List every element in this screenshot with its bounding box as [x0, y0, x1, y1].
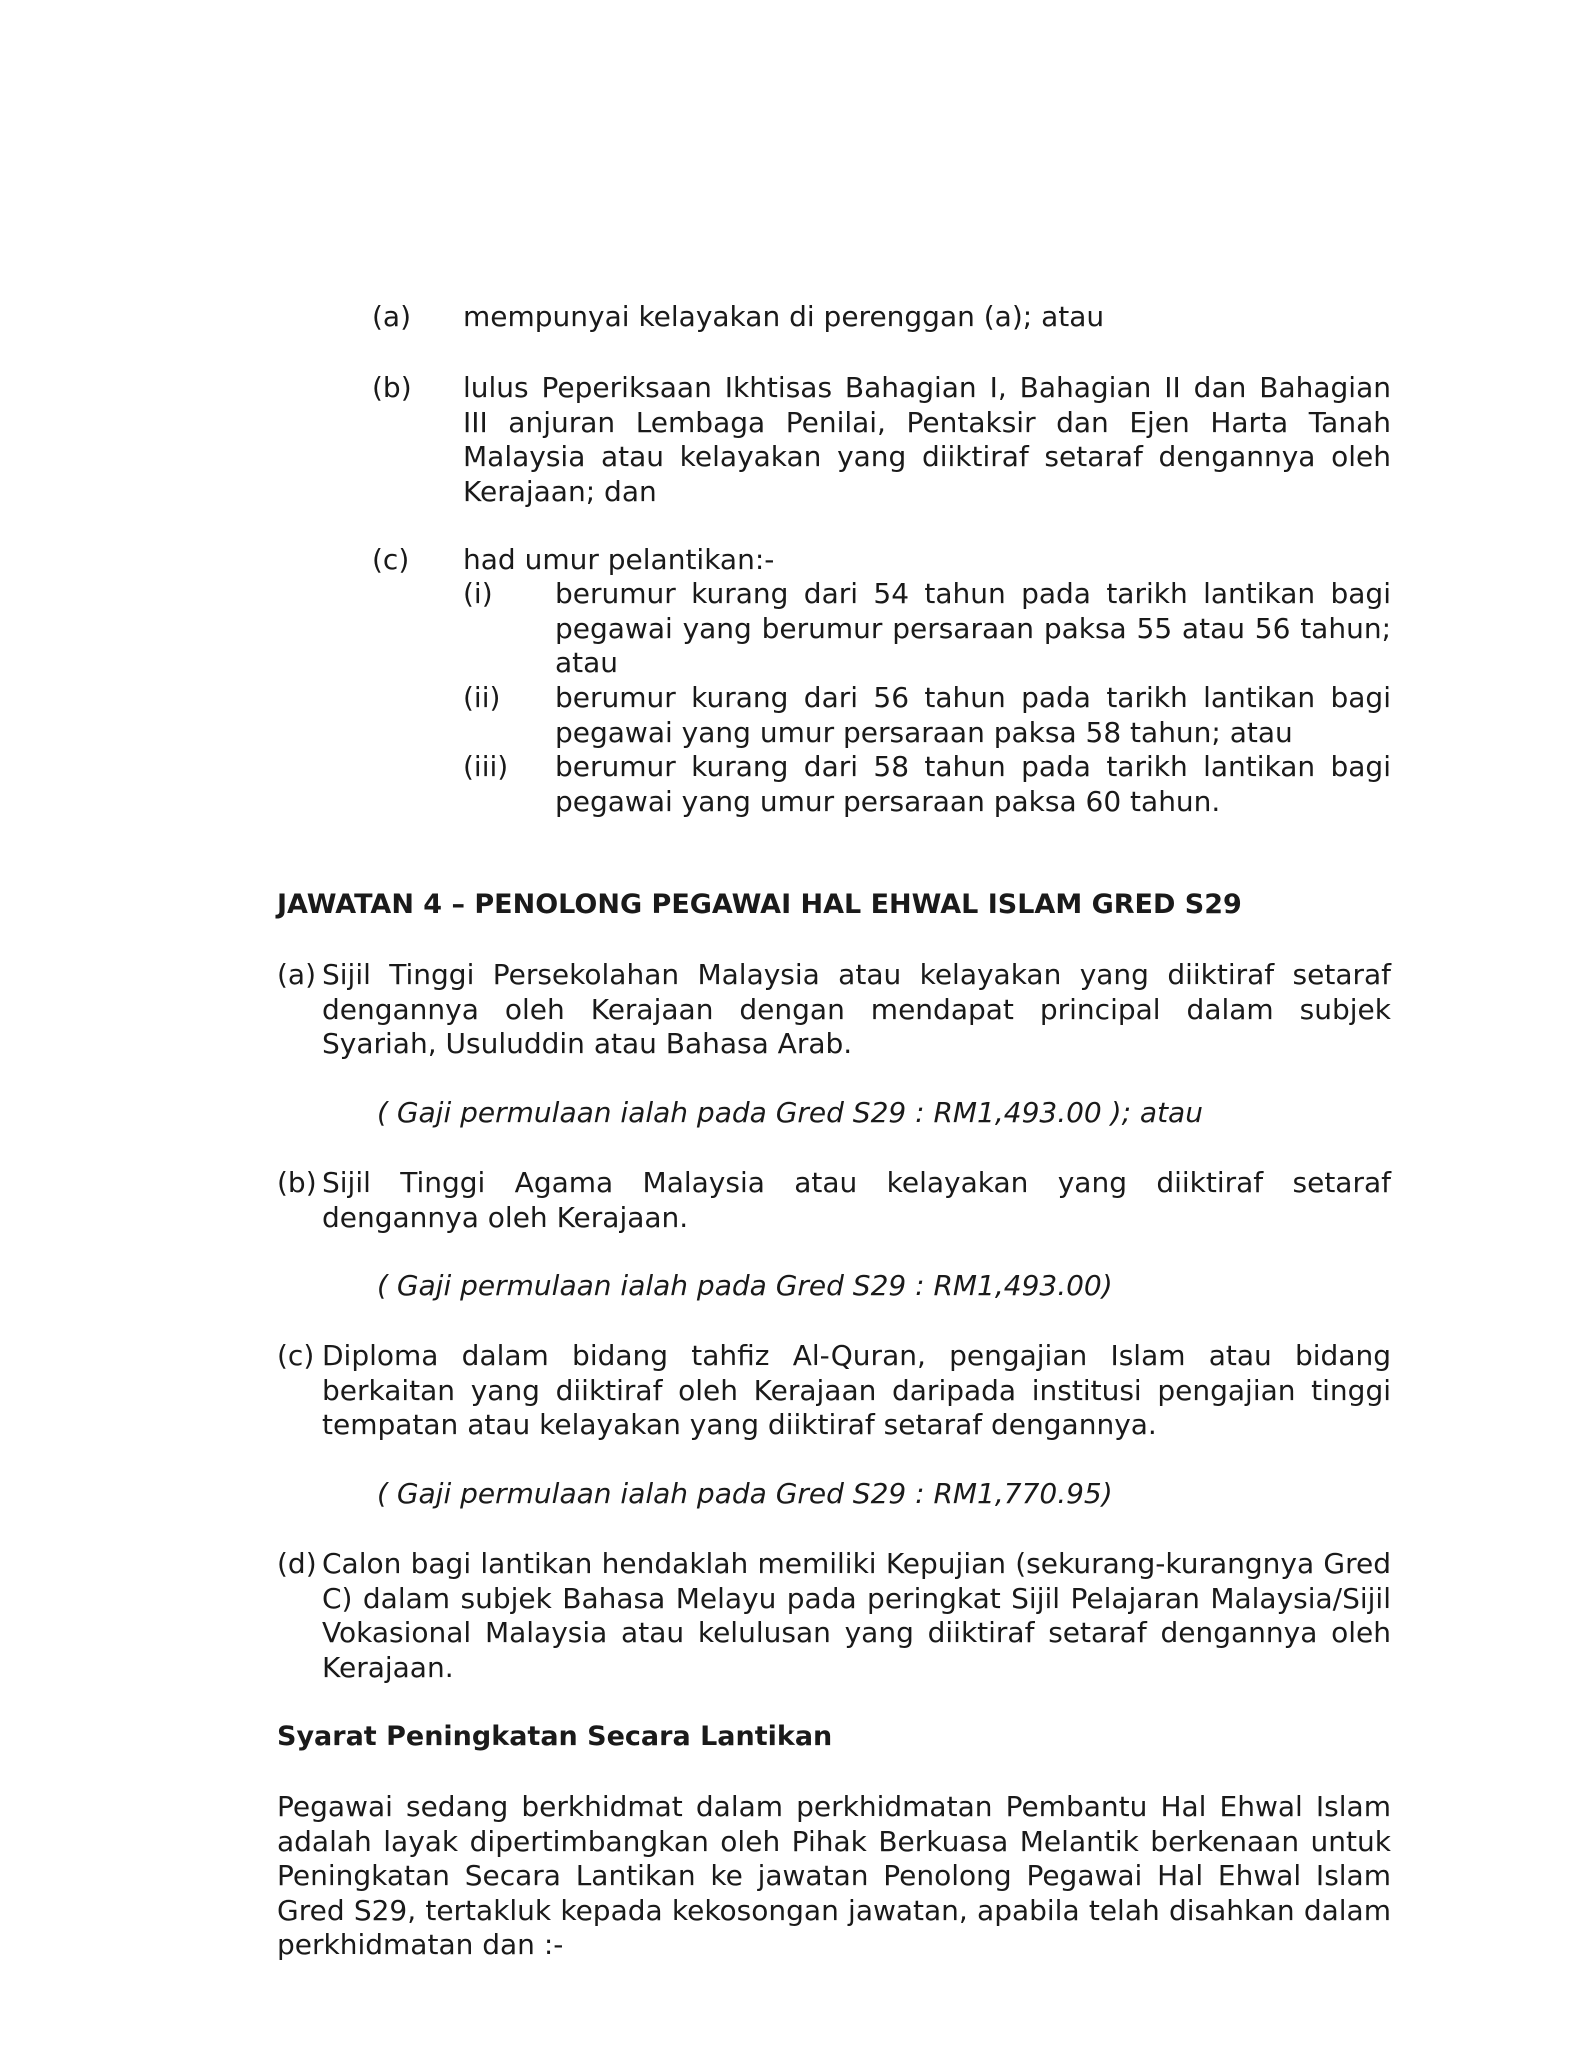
upper-item-a-text: mempunyai kelayakan di perenggan (a); atau [463, 300, 1105, 333]
s4-item-b-salary: ( Gaji permulaan ialah pada Gred S29 : RM1,493.00) [377, 1269, 1113, 1302]
subitem-iii-label: (iii) [463, 750, 509, 783]
section4-heading: JAWATAN 4 – PENOLONG PEGAWAI HAL EHWAL ISLAM GRED S29 [277, 889, 1242, 920]
subitem-i-text: berumur kurang dari 54 tahun pada tarikh lantikan bagi pegawai yang berumur persaraan paksa 55 atau 56 tahun; atau [555, 577, 1391, 679]
s4-item-a-label: (a) [277, 958, 317, 991]
upper-item-b-text: lulus Peperiksaan Ikhtisas Bahagian I, Bahagian II dan Bahagian III anjuran Lembaga Penilai, Pentaksir dan Ejen Harta Tanah Malaysia atau kelayakan yang diiktiraf setaraf dengannya oleh Kerajaan; dan [463, 371, 1391, 508]
subitem-iii-text: berumur kurang dari 58 tahun pada tarikh lantikan bagi pegawai yang umur persaraan paksa 60 tahun. [555, 750, 1391, 818]
subitem-i-label: (i) [463, 577, 493, 610]
s4-item-c-label: (c) [277, 1339, 315, 1372]
s4-item-a-salary: ( Gaji permulaan ialah pada Gred S29 : RM1,493.00 ); atau [377, 1096, 1203, 1129]
upper-item-c-label: (c) [372, 543, 410, 576]
upper-item-c-text: had umur pelantikan:- [463, 543, 775, 576]
promotion-heading: Syarat Peningkatan Secara Lantikan [277, 1721, 833, 1752]
subitem-ii-text: berumur kurang dari 56 tahun pada tarikh lantikan bagi pegawai yang umur persaraan paksa 58 tahun; atau [555, 681, 1391, 749]
s4-item-a-text: Sijil Tinggi Persekolahan Malaysia atau kelayakan yang diiktiraf setaraf dengannya oleh Kerajaan dengan mendapat principal dalam subjek Syariah, Usuluddin atau Bahasa Arab. [322, 958, 1391, 1060]
promotion-paragraph: Pegawai sedang berkhidmat dalam perkhidmatan Pembantu Hal Ehwal Islam adalah layak dipertimbangkan oleh Pihak Berkuasa Melantik berkenaan untuk Peningkatan Secara Lantikan ke jawatan Penolong Pegawai Hal Ehwal Islam Gred S29, tertakluk kepada kekosongan jawatan, apabila telah disahkan dalam perkhidmatan dan :- [277, 1790, 1391, 1961]
s4-item-b-label: (b) [277, 1166, 317, 1199]
s4-item-c-salary: ( Gaji permulaan ialah pada Gred S29 : RM1,770.95) [377, 1477, 1113, 1510]
s4-item-b-text: Sijil Tinggi Agama Malaysia atau kelayakan yang diiktiraf setaraf dengannya oleh Kerajaan. [322, 1166, 1391, 1234]
subitem-ii-label: (ii) [463, 681, 501, 714]
s4-item-d-text: Calon bagi lantikan hendaklah memiliki Kepujian (sekurang-kurangnya Gred C) dalam subjek Bahasa Melayu pada peringkat Sijil Pelajaran Malaysia/Sijil Vokasional Malaysia atau kelulusan yang diiktiraf setaraf dengannya oleh Kerajaan. [322, 1547, 1391, 1684]
upper-item-a-label: (a) [372, 300, 412, 333]
upper-item-b-label: (b) [372, 371, 412, 404]
s4-item-c-text: Diploma dalam bidang tahfiz Al-Quran, pengajian Islam atau bidang berkaitan yang diiktiraf oleh Kerajaan daripada institusi pengajian tinggi tempatan atau kelayakan yang diiktiraf setaraf dengannya. [322, 1339, 1391, 1441]
s4-item-d-label: (d) [277, 1547, 317, 1580]
